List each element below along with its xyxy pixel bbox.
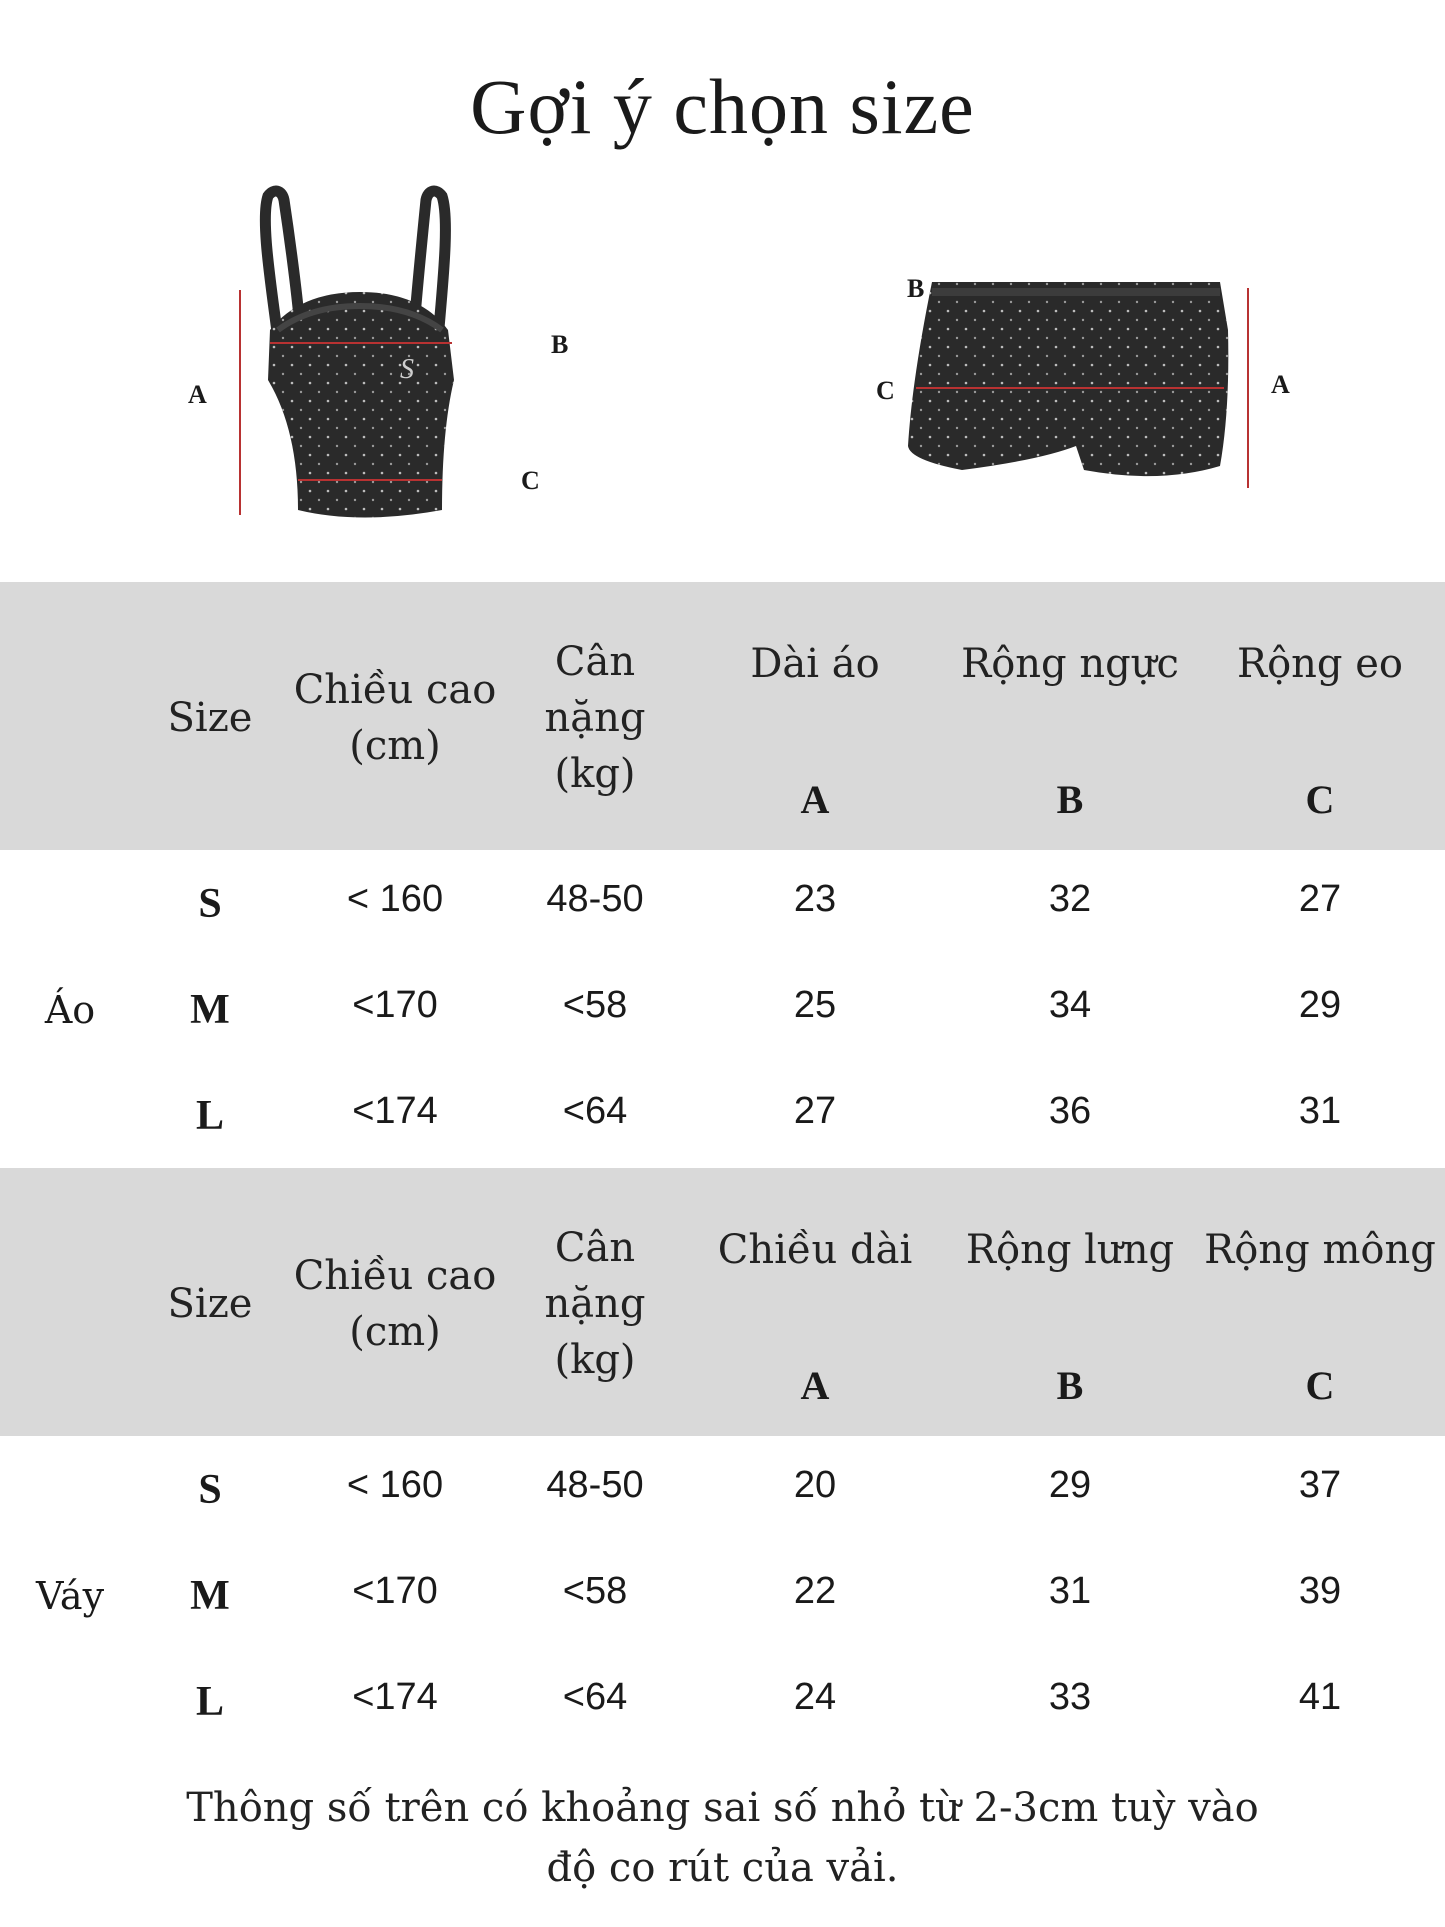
row-weight: <64 — [562, 1090, 628, 1132]
top-garment-illustration — [180, 180, 560, 540]
row-c: 41 — [1298, 1676, 1342, 1718]
header-height-line1: Chiều cao — [293, 667, 497, 713]
header-c: Rộng mông — [1204, 1227, 1436, 1273]
row-size: L — [195, 1093, 224, 1139]
row-b: 33 — [1048, 1676, 1092, 1718]
top-label-b: B — [551, 330, 569, 359]
row-a: 24 — [793, 1676, 837, 1718]
row-c: 37 — [1298, 1464, 1342, 1506]
row-weight: 48-50 — [546, 1464, 644, 1506]
row-height: <174 — [352, 1676, 438, 1718]
header-b: Rộng lưng — [965, 1227, 1175, 1273]
footnote — [0, 1778, 1445, 1898]
row-weight: <64 — [562, 1676, 628, 1718]
row-height: <170 — [352, 984, 438, 1026]
category-label: Váy — [35, 1574, 105, 1618]
header-weight — [520, 634, 670, 802]
row-size: L — [195, 1679, 224, 1725]
row-a: 20 — [793, 1464, 837, 1506]
row-height: < 160 — [346, 1464, 444, 1506]
header-size: Size — [167, 695, 253, 741]
header-letter-b: B — [1056, 1363, 1084, 1408]
skirt-garment-illustration — [890, 270, 1270, 510]
header-weight-line2: nặng — [544, 695, 646, 741]
row-size: S — [198, 1467, 222, 1513]
row-b: 32 — [1048, 878, 1092, 920]
skirt-label-c: C — [876, 376, 895, 405]
row-b: 31 — [1048, 1570, 1092, 1612]
header-height — [280, 1248, 510, 1360]
header-b: Rộng ngực — [961, 641, 1179, 687]
header-weight-line3: (kg) — [554, 1337, 636, 1383]
row-height: <170 — [352, 1570, 438, 1612]
skirt-label-a: A — [1271, 370, 1290, 399]
row-weight: <58 — [562, 1570, 628, 1612]
page-title: Gợi ý chọn size — [470, 63, 975, 150]
row-size: M — [190, 987, 230, 1033]
header-a: Chiều dài — [717, 1227, 913, 1273]
skirt-label-b: B — [907, 274, 925, 303]
header-letter-a: A — [800, 1363, 830, 1408]
header-height-line2: (cm) — [349, 723, 441, 769]
header-weight — [520, 1220, 670, 1388]
row-b: 36 — [1048, 1090, 1092, 1132]
header-weight-line3: (kg) — [554, 751, 636, 797]
header-weight-line2: nặng — [544, 1281, 646, 1327]
row-c: 39 — [1298, 1570, 1342, 1612]
row-size: S — [198, 881, 222, 927]
row-weight: 48-50 — [546, 878, 644, 920]
svg-text:S: S — [400, 354, 414, 385]
header-a: Dài áo — [750, 641, 880, 687]
header-letter-a: A — [800, 777, 830, 822]
header-height — [280, 662, 510, 774]
header-letter-c: C — [1305, 1363, 1335, 1408]
header-c: Rộng eo — [1236, 641, 1404, 687]
row-weight: <58 — [562, 984, 628, 1026]
top-label-c: C — [521, 466, 540, 495]
header-height-line2: (cm) — [349, 1309, 441, 1355]
row-a: 25 — [793, 984, 837, 1026]
row-c: 27 — [1298, 878, 1342, 920]
row-c: 31 — [1298, 1090, 1342, 1132]
footnote-line1: Thông số trên có khoảng sai số nhỏ từ 2-3cm tuỳ vào — [186, 1785, 1259, 1831]
header-height-line1: Chiều cao — [293, 1253, 497, 1299]
footnote-line2: độ co rút của vải. — [546, 1845, 899, 1891]
top-label-a: A — [188, 380, 207, 409]
header-weight-line1: Cân — [554, 639, 636, 685]
header-letter-b: B — [1056, 777, 1084, 822]
category-label: Áo — [44, 988, 96, 1032]
row-height: < 160 — [346, 878, 444, 920]
header-size: Size — [167, 1281, 253, 1327]
row-b: 29 — [1048, 1464, 1092, 1506]
row-c: 29 — [1298, 984, 1342, 1026]
row-a: 27 — [793, 1090, 837, 1132]
row-height: <174 — [352, 1090, 438, 1132]
row-a: 22 — [793, 1570, 837, 1612]
header-weight-line1: Cân — [554, 1225, 636, 1271]
row-b: 34 — [1048, 984, 1092, 1026]
header-letter-c: C — [1305, 777, 1335, 822]
row-a: 23 — [793, 878, 837, 920]
row-size: M — [190, 1573, 230, 1619]
